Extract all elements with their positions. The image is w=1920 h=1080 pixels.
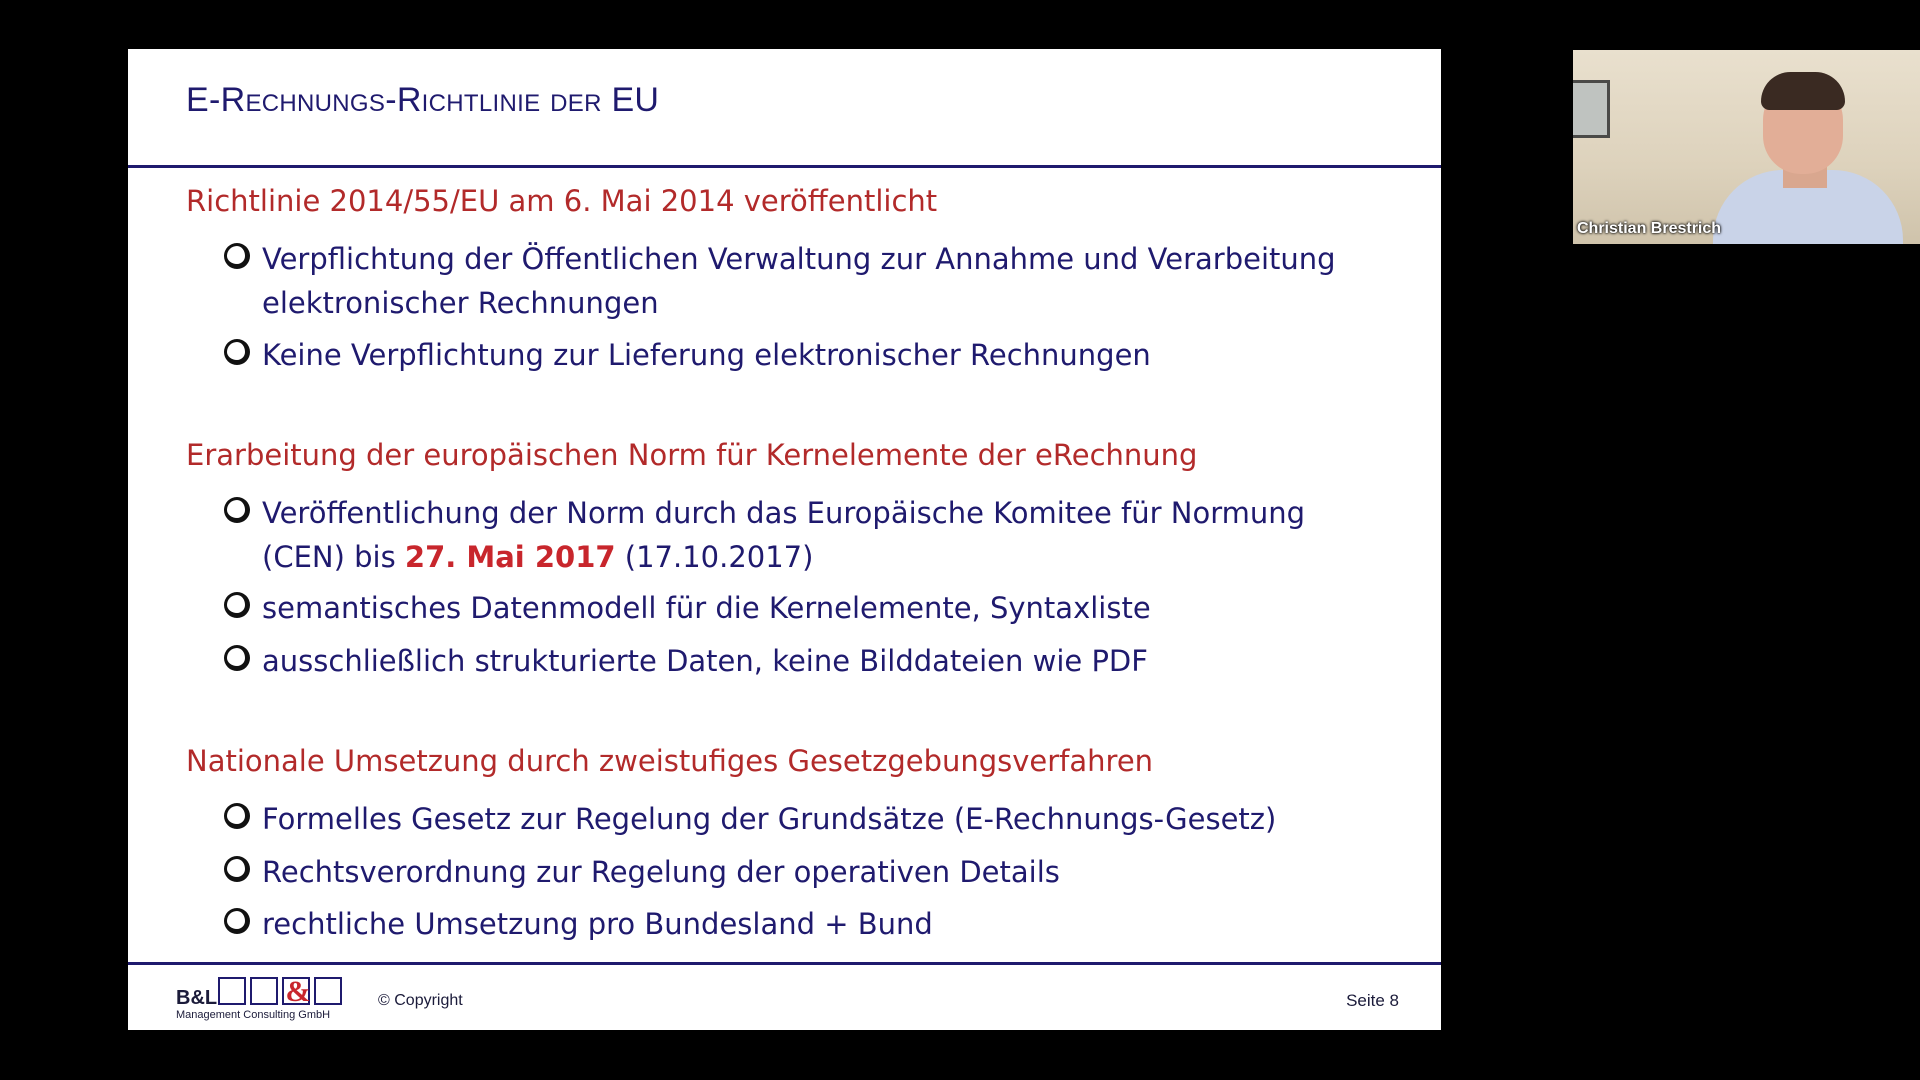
presentation-slide — [128, 49, 1441, 1030]
bullet-text: Formelles Gesetz zur Regelung der Grundsätze (E-Rechnungs-Gesetz) — [262, 802, 1277, 836]
footer-copyright: © Copyright — [378, 992, 463, 1009]
bullet-item — [224, 491, 1414, 579]
participant-name: Christian Brestrich — [1577, 220, 1722, 237]
bullet-circle-icon — [224, 645, 250, 671]
bullet-text: Rechtsverordnung zur Regelung der operativen Details — [262, 855, 1060, 889]
bullet-item — [224, 850, 1414, 894]
participant-avatar — [1683, 62, 1913, 244]
bullet-text: ausschließlich strukturierte Daten, keine Bilddateien wie PDF — [262, 644, 1148, 678]
logo-ampersand: & — [285, 975, 311, 1008]
bullet-circle-icon — [224, 497, 250, 523]
slide-title: E-Rechnungs-Richtlinie der EU — [186, 81, 660, 119]
bullet-circle-icon — [224, 243, 250, 269]
bullet-text: Keine Verpflichtung zur Lieferung elektronischer Rechnungen — [262, 338, 1151, 372]
logo-wordmark: B&L — [176, 987, 218, 1009]
bullet-circle-icon — [224, 856, 250, 882]
logo-square-icon — [282, 975, 311, 1008]
bullet-text — [262, 491, 1305, 579]
bullet-line: Veröffentlichung der Norm durch das Europäische Komitee für Normung — [262, 496, 1306, 530]
company-logo — [176, 975, 356, 1025]
bullet-text: rechtliche Umsetzung pro Bundesland + Bund — [262, 907, 933, 941]
bullet-item — [224, 639, 1414, 683]
participant-video-tile[interactable] — [1573, 50, 1920, 244]
bullet-item — [224, 333, 1414, 377]
footer-divider — [128, 962, 1441, 965]
deadline-highlight: 27. Mai 2017 — [404, 540, 616, 574]
wall-picture-frame — [1573, 80, 1610, 138]
bullet-line: Verpflichtung der Öffentlichen Verwaltung zur Annahme und Verarbeitung — [262, 242, 1336, 276]
logo-square-icon — [218, 977, 246, 1005]
title-divider — [128, 165, 1441, 168]
bullet-item — [224, 586, 1414, 630]
bullet-text — [262, 237, 1336, 325]
section-heading-3: Nationale Umsetzung durch zweistufiges Gesetzgebungsverfahren — [186, 744, 1154, 778]
section-heading-2: Erarbeitung der europäischen Norm für Kernelemente der eRechnung — [186, 438, 1198, 472]
bullet-circle-icon — [224, 908, 250, 934]
logo-subtitle: Management Consulting GmbH — [176, 1009, 331, 1021]
avatar-hair — [1761, 72, 1845, 110]
logo-square-icon — [250, 977, 278, 1005]
bullet-line: (17.10.2017) — [615, 540, 814, 574]
bullet-line: (CEN) bis — [262, 540, 405, 574]
bullet-circle-icon — [224, 339, 250, 365]
bullet-text: semantisches Datenmodell für die Kernelemente, Syntaxliste — [262, 591, 1151, 625]
section-heading-1: Richtlinie 2014/55/EU am 6. Mai 2014 veröffentlicht — [186, 184, 938, 218]
page-number: Seite 8 — [1346, 991, 1399, 1010]
bullet-item — [224, 902, 1414, 946]
bullet-item — [224, 237, 1414, 325]
bullet-line: elektronischer Rechnungen — [262, 286, 659, 320]
bullet-circle-icon — [224, 592, 250, 618]
bullet-circle-icon — [224, 803, 250, 829]
logo-square-icon — [314, 977, 342, 1005]
bullet-item — [224, 797, 1414, 841]
